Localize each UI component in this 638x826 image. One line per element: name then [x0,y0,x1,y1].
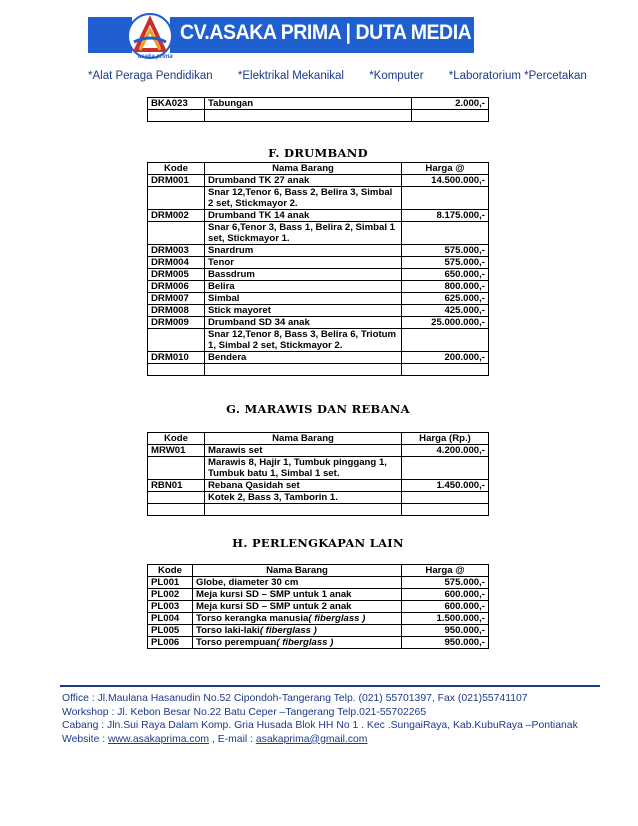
cell-kode: PL002 [148,589,193,601]
cell-harga: 14.500.000,- [402,175,489,187]
marawis-table [147,432,489,516]
cell-nama-text: Meja kursi SD – SMP untuk 2 anak [196,601,352,612]
cell-nama-text: Drumband TK 14 anak [208,210,310,221]
cell-kode: DRM010 [148,352,205,364]
table-header-row [148,163,489,175]
cell-harga: 2.000,- [412,98,489,110]
cell-nama-text: Snardrum [208,245,254,256]
cell-harga [402,457,489,480]
email-label: , E-mail : [209,733,256,745]
section-title-drumband: F. DRUMBAND [268,146,368,160]
cell-nama [205,445,402,457]
table-header-row [148,433,489,445]
cell-nama-text: Tenor [208,257,234,268]
table-row-empty [148,364,489,376]
letterhead [0,0,638,66]
cell-kode [148,492,205,504]
tagline-item: *Laboratorium *Percetakan [448,70,587,82]
footer-office: Office : Jl.Maulana Hasanudin No.52 Cipondoh-Tangerang Telp. (021) 55701397, Fax (021)55741107 [62,693,528,704]
header-harga: Harga @ [402,565,489,577]
cell-kode: PL006 [148,637,193,649]
cell-nama [205,187,402,210]
cell-nama: Tabungan [205,98,412,110]
cell-nama [193,589,402,601]
cell-nama [205,305,402,317]
cell-nama-text: Snar 12,Tenor 8, Bass 3, Belira 6, Triotum 1, Simbal 2 set, Stickmayor 2. [208,329,397,351]
cell-harga [402,329,489,352]
cell-nama-text: Rebana Qasidah set [208,480,300,491]
table-row [148,293,489,305]
cell-nama-text: Meja kursi SD – SMP untuk 1 anak [196,589,352,600]
table-row [148,98,489,110]
cell-kode: MRW01 [148,445,205,457]
cell-harga: 625.000,- [402,293,489,305]
cell-nama [205,281,402,293]
cell-harga: 1.450.000,- [402,480,489,492]
cell-nama-text: Belira [208,281,235,292]
table-row [148,210,489,222]
tagline [88,70,587,82]
table-row [148,613,489,625]
table-row [148,445,489,457]
cell-kode: DRM008 [148,305,205,317]
cell-nama [205,329,402,352]
cell-nama-text: Simbal [208,293,240,304]
cell-nama-text: Kotek 2, Bass 3, Tamborin 1. [208,492,338,503]
table-row [148,269,489,281]
cell-nama-text: Drumband SD 34 anak [208,317,310,328]
cell-harga: 425.000,- [402,305,489,317]
section-title-marawis: G. MARAWIS DAN REBANA [226,402,410,416]
table-row [148,601,489,613]
cell-nama [193,577,402,589]
footer [62,692,578,746]
table-row [148,589,489,601]
table-row [148,281,489,293]
cell-harga: 1.500.000,- [402,613,489,625]
cell-nama [205,480,402,492]
cell-kode: DRM003 [148,245,205,257]
brand-name: CV.ASAKA PRIMA | DUTA MEDIA GROUP [180,21,545,44]
header-nama: Nama Barang [193,565,402,577]
cell-nama-text: Globe, diameter 30 cm [196,577,299,588]
table-row [148,317,489,329]
table-row [148,457,489,480]
table-row [148,257,489,269]
website-label: Website : [62,733,109,745]
cell-nama-text: Snar 6,Tenor 3, Bass 1, Belira 2, Simbal 1 set, Stickmayor 1. [208,222,395,244]
cell-kode: BKA023 [148,98,205,110]
table-header-row [148,565,489,577]
cell-nama [205,269,402,281]
cell-nama-text: Torso perempuan [196,637,277,648]
cell-harga: 950.000,- [402,637,489,649]
table-row [148,352,489,364]
cell-nama [205,175,402,187]
website-link[interactable]: www.asakaprima.com [108,733,210,745]
footer-contact [62,733,578,747]
table-row-empty [148,504,489,516]
cell-nama-material: ( fiberglass ) [276,637,334,648]
cell-kode [148,222,205,245]
cell-nama [193,601,402,613]
cell-nama-text: Torso kerangka manusia [196,613,309,624]
cell-harga: 575.000,- [402,245,489,257]
cell-harga: 950.000,- [402,625,489,637]
cell-kode: DRM004 [148,257,205,269]
logo-caption: asaka prima [138,54,173,60]
cell-nama [205,222,402,245]
table-row [148,625,489,637]
table-row [148,187,489,210]
cell-kode: DRM006 [148,281,205,293]
company-logo-icon [126,12,174,60]
table-row [148,329,489,352]
tagline-item: *Alat Peraga Pendidikan [88,70,213,82]
table-row [148,175,489,187]
email-link[interactable]: asakaprima@gmail.com [255,733,368,745]
cell-nama-text: Bendera [208,352,247,363]
cell-nama [205,257,402,269]
header-harga: Harga (Rp.) [402,433,489,445]
header-kode: Kode [148,433,205,445]
header-harga: Harga @ [402,163,489,175]
cell-nama-text: Torso laki-laki [196,625,260,636]
cell-nama [193,613,402,625]
cell-harga: 25.000.000,- [402,317,489,329]
cell-harga: 4.200.000,- [402,445,489,457]
cell-harga: 650.000,- [402,269,489,281]
top-table [147,97,489,122]
cell-kode: RBN01 [148,480,205,492]
cell-nama-text: Marawis set [208,445,263,456]
tagline-item: *Elektrikal Mekanikal [237,70,344,82]
header-nama: Nama Barang [205,433,402,445]
table-row [148,637,489,649]
cell-kode: PL004 [148,613,193,625]
cell-kode: DRM001 [148,175,205,187]
cell-kode: PL005 [148,625,193,637]
header-nama: Nama Barang [205,163,402,175]
cell-harga: 8.175.000,- [402,210,489,222]
cell-nama [205,492,402,504]
section-title-lain: H. PERLENGKAPAN LAIN [232,536,404,550]
table-row-empty [148,110,489,122]
cell-kode: PL001 [148,577,193,589]
table-row [148,577,489,589]
cell-kode [148,187,205,210]
table-row [148,480,489,492]
cell-harga: 800.000,- [402,281,489,293]
cell-harga [402,222,489,245]
cell-nama [205,317,402,329]
cell-kode: DRM009 [148,317,205,329]
cell-nama-material: ( fiberglass ) [259,625,317,636]
cell-nama [205,293,402,305]
table-row [148,222,489,245]
footer-divider [60,685,600,687]
header-kode: Kode [148,163,205,175]
cell-harga: 575.000,- [402,577,489,589]
cell-nama-text: Snar 12,Tenor 6, Bass 2, Belira 3, Simbal 2 set, Stickmayor 2. [208,187,393,209]
cell-nama-text: Bassdrum [208,269,255,280]
cell-nama-material: ( fiberglass ) [308,613,366,624]
cell-nama [205,245,402,257]
cell-harga [402,187,489,210]
cell-kode [148,329,205,352]
cell-nama [193,637,402,649]
cell-kode: PL003 [148,601,193,613]
cell-harga: 200.000,- [402,352,489,364]
cell-nama-text: Marawis 8, Hajir 1, Tumbuk pinggang 1, Tumbuk batu 1, Simbal 1 set. [208,457,387,479]
perlengkapan-table [147,564,489,649]
table-row [148,492,489,504]
table-row [148,245,489,257]
cell-harga: 600.000,- [402,589,489,601]
cell-kode [148,457,205,480]
cell-nama-text: Stick mayoret [208,305,271,316]
cell-kode: DRM005 [148,269,205,281]
tagline-item: *Komputer [369,70,424,82]
cell-harga: 575.000,- [402,257,489,269]
cell-harga [402,492,489,504]
cell-nama [193,625,402,637]
cell-harga: 600.000,- [402,601,489,613]
footer-cabang: Cabang : Jln.Sui Raya Dalam Komp. Gria Husada Blok HH No 1 . Kec .SungaiRaya, Kab.KubuRaya –Pontianak [62,720,578,731]
cell-nama [205,210,402,222]
cell-nama-text: Drumband TK 27 anak [208,175,310,186]
cell-nama [205,457,402,480]
footer-workshop: Workshop : Jl. Kebon Besar No.22 Batu Ceper –Tangerang Telp.021-55702265 [62,706,427,718]
table-row [148,305,489,317]
cell-nama [205,352,402,364]
cell-kode: DRM002 [148,210,205,222]
drumband-table [147,162,489,376]
cell-kode: DRM007 [148,293,205,305]
header-kode: Kode [148,565,193,577]
